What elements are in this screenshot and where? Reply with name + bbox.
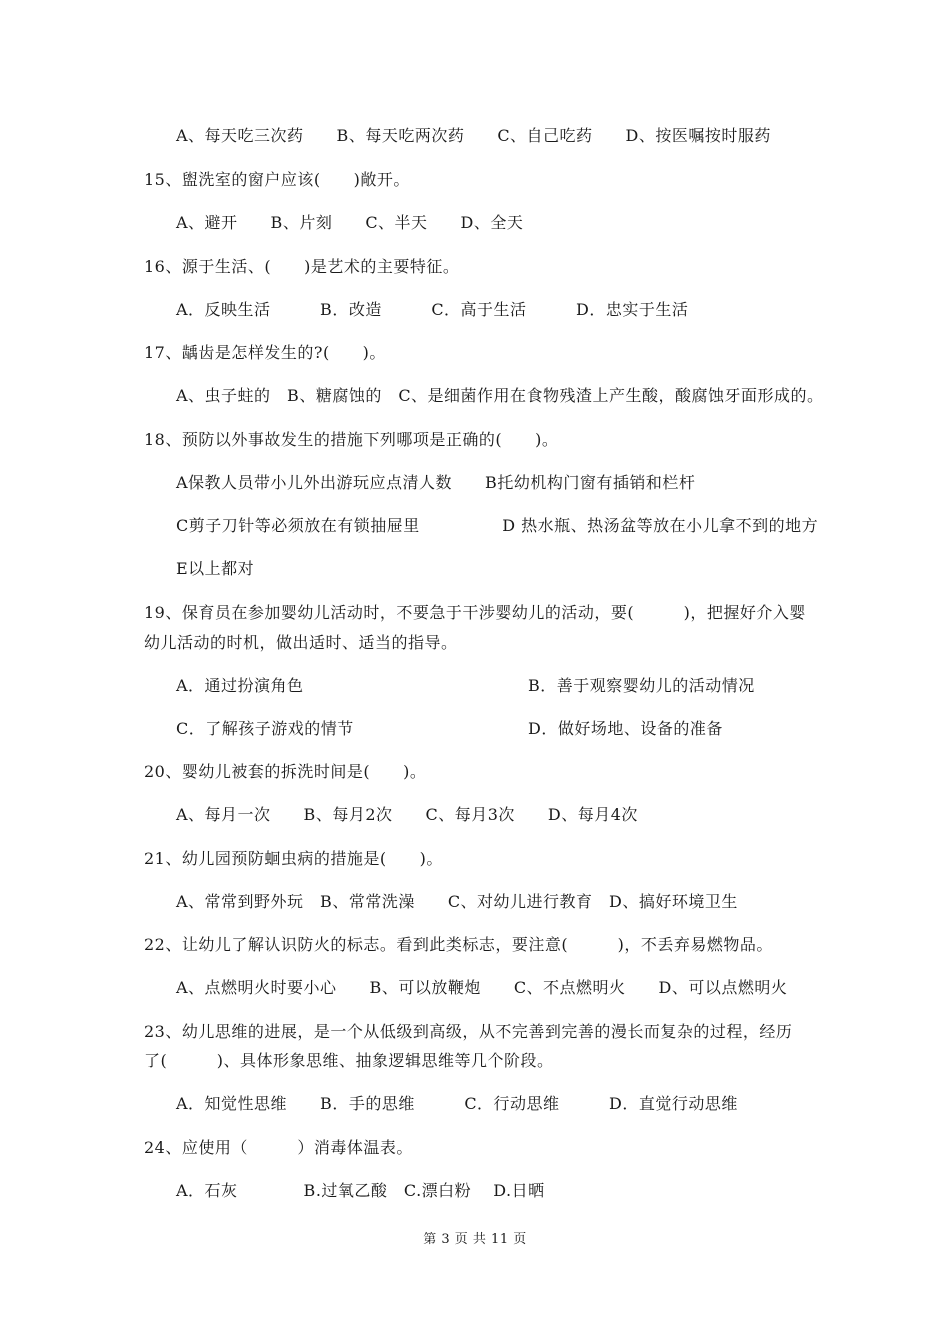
question-19-line2: 幼儿活动的时机，做出适时、适当的指导。 (144, 633, 458, 652)
q17-options: A、虫子蛀的 B、糖腐蚀的 C、是细菌作用在食物残渣上产生酸，酸腐蚀牙面形成的。 (176, 386, 824, 405)
q24-options: A．石灰 B.过氧乙酸 C.漂白粉 D.日晒 (176, 1181, 545, 1200)
question-24: 24、应使用（ ）消毒体温表。 (144, 1138, 413, 1157)
question-22: 22、让幼儿了解认识防火的标志。看到此类标志，要注意( )，不丢弃易燃物品。 (144, 935, 773, 954)
q19-option-d: D．做好场地、设备的准备 (528, 719, 723, 738)
question-19-line1: 19、保育员在参加婴幼儿活动时，不要急于干涉婴幼儿的活动，要( )，把握好介入婴 (144, 603, 806, 622)
q18-options-ab: A保教人员带小儿外出游玩应点清人数 B托幼机构门窗有插销和栏杆 (176, 473, 696, 492)
q15-options: A、避开 B、片刻 C、半天 D、全天 (176, 213, 524, 232)
q18-option-e: E以上都对 (176, 559, 255, 578)
question-18: 18、预防以外事故发生的措施下列哪项是正确的( )。 (144, 430, 559, 449)
question-23-line1: 23、幼儿思维的进展，是一个从低级到高级，从不完善到完善的漫长而复杂的过程，经历 (144, 1022, 793, 1041)
question-15: 15、盥洗室的窗户应该( )敞开。 (144, 170, 410, 189)
q23-options: A．知觉性思维 B．手的思维 C．行动思维 D．直觉行动思维 (176, 1094, 738, 1113)
question-23-line2: 了( )、具体形象思维、抽象逻辑思维等几个阶段。 (144, 1051, 554, 1070)
q18-options-cd: C剪子刀针等必须放在有锁抽屉里 D 热水瓶、热汤盆等放在小儿拿不到的地方 (176, 516, 819, 535)
q19-option-b: B．善于观察婴幼儿的活动情况 (528, 676, 755, 695)
q21-options: A、常常到野外玩 B、常常洗澡 C、对幼儿进行教育 D、搞好环境卫生 (176, 892, 738, 911)
q16-options: A．反映生活 B．改造 C．高于生活 D．忠实于生活 (176, 300, 689, 319)
q14-options: A、每天吃三次药 B、每天吃两次药 C、自己吃药 D、按医嘱按时服药 (176, 126, 771, 145)
q19-option-a: A．通过扮演角色 (176, 676, 304, 695)
question-21: 21、幼儿园预防蛔虫病的措施是( )。 (144, 849, 443, 868)
q19-option-c: C．了解孩子游戏的情节 (176, 719, 354, 738)
page-footer: 第 3 页 共 11 页 (423, 1232, 527, 1247)
q20-options: A、每月一次 B、每月2次 C、每月3次 D、每月4次 (176, 805, 638, 824)
q22-options: A、点燃明火时要小心 B、可以放鞭炮 C、不点燃明火 D、可以点燃明火 (176, 978, 788, 997)
question-20: 20、婴幼儿被套的拆洗时间是( )。 (144, 762, 427, 781)
question-17: 17、龋齿是怎样发生的?( )。 (144, 343, 386, 362)
question-16: 16、源于生活、( )是艺术的主要特征。 (144, 257, 460, 276)
